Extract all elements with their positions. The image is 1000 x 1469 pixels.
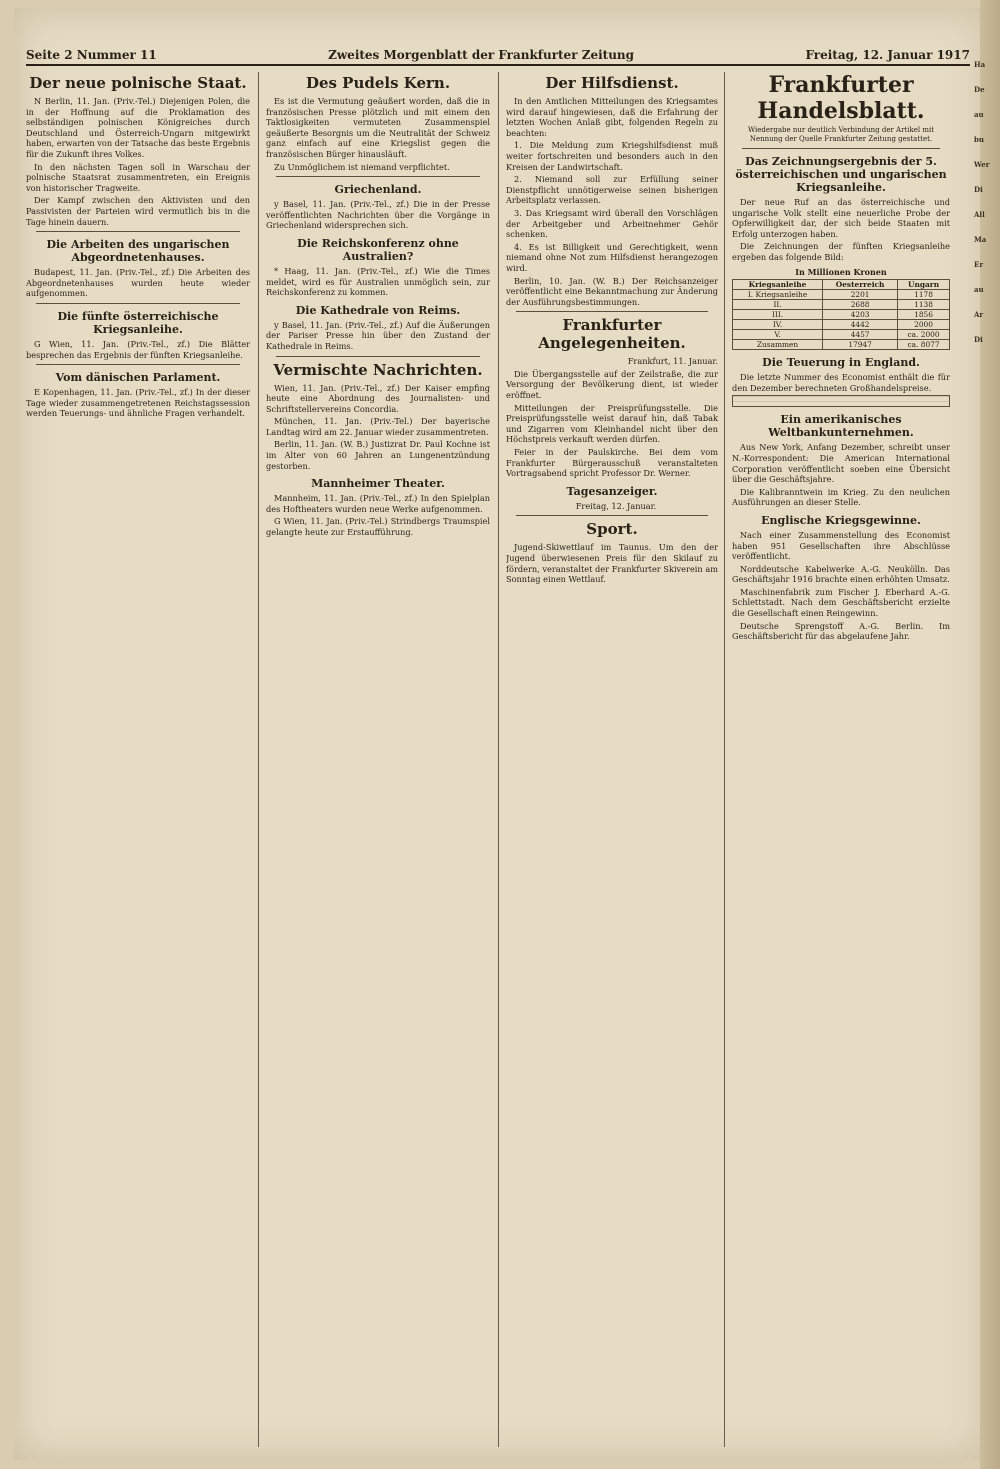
table-row: [733, 330, 950, 340]
table-row: [733, 310, 950, 320]
article-paragraph: Jugend-Skiwettlauf im Taunus. Um den der Jugend überwiesenen Preis für den Skilauf zu fördern, veranstaltet der Frankfurter Skiverein am Sonntag einen Wettlauf.: [506, 542, 718, 585]
article-title-reichskonferenz: Die Reichskonferenz ohne Australien?: [297, 236, 459, 263]
divider: [276, 176, 480, 177]
table-cell: V.: [733, 330, 823, 340]
article-paragraph: 2. Niemand soll zur Erfüllung seiner Dienstpflicht unnötigerweise seinen bisherigen Arbeitsplatz verlassen.: [506, 174, 718, 206]
divider: [36, 364, 240, 365]
table-cell: 2688: [823, 300, 898, 310]
edge-fragment: Ar: [974, 310, 984, 319]
article-paragraph: Berlin, 10. Jan. (W. B.) Der Reichsanzeiger veröffentlicht eine Bekanntmachung zur Änderung der Ausführungsbestimmungen.: [506, 275, 718, 307]
table-cell: 2000: [898, 320, 950, 330]
table-cell: 2201: [823, 290, 898, 300]
article-paragraph: Deutsche Sprengstoff A.-G. Berlin. Im Geschäftsbericht für das abgelaufene Jahr.: [732, 620, 950, 642]
article-paragraph: 1. Die Meldung zum Kriegshilfsdienst muß weiter fortschreiten und besonders auch in den Kreisen der Landwirtschaft.: [506, 140, 718, 172]
article-paragraph: E Kopenhagen, 11. Jan. (Priv.-Tel., zf.) In der dieser Tage wieder zusammengetretenen Reichstagssession werden Teuerungs- und ähnliche Fragen verhandelt.: [26, 387, 250, 419]
divider: [742, 148, 940, 149]
table-row: [733, 290, 950, 300]
article-title-mixed-news: Vermischte Nachrichten.: [273, 360, 483, 379]
article-paragraph: Die Kalibranntwein im Krieg. Zu den neulichen Ausführungen an dieser Stelle.: [732, 486, 950, 508]
edge-fragment: Er: [974, 260, 984, 269]
price-index-table: [732, 395, 950, 407]
divider: [36, 303, 240, 304]
article-paragraph: Der neue Ruf an das österreichische und ungarische Volk stellt eine neuerliche Probe der Opferwilligkeit dar, der sich beide Staaten mit Erfolg unterzogen haben.: [732, 197, 950, 239]
table-cell: I. Kriegsanleihe: [733, 290, 823, 300]
edge-fragment: au: [974, 110, 984, 119]
table-row: [733, 300, 950, 310]
table-cell: 4442: [823, 320, 898, 330]
handelsblatt-subtitle: Wiedergabe nur deutlich Verbindung der Artikel mit Nennung der Quelle Frankfurter Zeitung gestattet.: [747, 126, 935, 143]
table-row-total: [733, 340, 950, 350]
article-title-hilfsdienst: Der Hilfsdienst.: [545, 74, 679, 92]
section-title-tagesanzeiger: Tagesanzeiger.: [566, 484, 658, 498]
article-dateline: Freitag, 12. Januar.: [575, 500, 657, 511]
article-paragraph: Mitteilungen der Preisprüfungsstelle. Die Preisprüfungsstelle weist darauf hin, daß Tabak und Zigarren vom Kleinhandel nicht über den Höchstpreis verkauft werden dürfen.: [506, 402, 718, 445]
article-paragraph: Der Kampf zwischen den Aktivisten und den Passivisten der Parteien wird vermutlich bis in die Tage hinein dauern.: [26, 195, 250, 227]
article-title-frankfurt-affairs: Frankfurter Angelegenheiten.: [538, 316, 686, 353]
column-4: [732, 72, 950, 1447]
header-rule: [26, 64, 970, 66]
article-paragraph: In den nächsten Tagen soll in Warschau der polnische Staatsrat zusammentreten, ein Ereignis von historischer Tragweite.: [26, 161, 250, 193]
column-separator: [724, 72, 725, 1447]
column-3: [506, 72, 718, 1447]
article-paragraph: N Berlin, 11. Jan. (Priv.-Tel.) Diejenigen Polen, die in der Hoffnung auf die Proklamation des selbständigen polnischen Königreiches durch Deutschland und Österreich-Ungarn mitgewirkt haben, erwarten von der Tatsache das beste Ergebnis für die Zukunft ihres Volkes.: [26, 96, 250, 159]
article-paragraph: Die Übergangsstelle auf der Zeilstraße, die zur Versorgung der Bevölkerung dient, ist wieder eröffnet.: [506, 368, 718, 401]
article-paragraph: Budapest, 11. Jan. (Priv.-Tel., zf.) Die Arbeiten des Abgeordnetenhauses wurden heute wieder aufgenommen.: [26, 267, 250, 299]
article-paragraph: G Wien, 11. Jan. (Priv.-Tel., zf.) Die Blätter besprechen das Ergebnis der fünften Kriegsanleihe.: [26, 338, 250, 360]
adjacent-page-strip: [972, 60, 1000, 1439]
article-title-reims: Die Kathedrale von Reims.: [295, 303, 461, 317]
table-cell: 1138: [898, 300, 950, 310]
edge-fragment: Ma: [974, 235, 987, 244]
edge-fragment: Ha: [974, 60, 986, 69]
table-header-cell: Oesterreich: [823, 280, 898, 290]
edge-fragment: Wer: [974, 160, 990, 169]
article-paragraph: Norddeutsche Kabelwerke A.-G. Neukölln. Das Geschäftsjahr 1916 brachte einen erhöhten Umsatz.: [732, 563, 950, 585]
edge-fragment: au: [974, 285, 984, 294]
table-caption: In Millionen Kronen: [795, 266, 887, 277]
article-title-war-loan-result: Das Zeichnungsergebnis der 5. österreichischen und ungarischen Kriegsanleihe.: [735, 155, 947, 194]
table-header-cell: Kriegsanleihe: [733, 280, 823, 290]
article-paragraph: Berlin, 11. Jan. (W. B.) Justizrat Dr. Paul Kochne ist im Alter von 60 Jahren an Lungenentzündung gestorben.: [266, 439, 490, 471]
article-title-greece: Griechenland.: [334, 183, 422, 197]
edge-fragment: Di: [974, 335, 983, 344]
article-dateline: Frankfurt, 11. Januar.: [627, 356, 718, 367]
divider: [36, 231, 240, 232]
table-header-row: [733, 280, 950, 290]
article-paragraph: Wien, 11. Jan. (Priv.-Tel., zf.) Der Kaiser empfing heute eine Abordnung des Journalisten- und Schriftstellervereins Concordia.: [266, 382, 490, 414]
edge-fragment: All: [974, 210, 985, 219]
article-title-hungarian-parliament: Die Arbeiten des ungarischen Abgeordnetenhauses.: [46, 238, 230, 265]
article-paragraph: y Basel, 11. Jan. (Priv.-Tel., zf.) Auf die Äußerungen der Pariser Presse hin über den Zustand der Kathedrale in Reims.: [266, 319, 490, 351]
divider: [516, 515, 708, 516]
header-date: Freitag, 12. Januar 1917: [805, 48, 970, 62]
article-paragraph: G Wien, 11. Jan. (Priv.-Tel.) Strindbergs Traumspiel gelangte heute zur Erstaufführung.: [266, 516, 490, 538]
table-cell: Zusammen: [733, 340, 823, 350]
article-paragraph: y Basel, 11. Jan. (Priv.-Tel., zf.) Die in der Presse veröffentlichten Nachrichten über die Vorgänge in Griechenland widersprechen sich.: [266, 199, 490, 231]
article-paragraph: Feier in der Paulskirche. Bei dem vom Frankfurter Bürgerausschuß veranstalteten Vortragsabend spricht Professor Dr. Werner.: [506, 447, 718, 479]
edge-fragment: Di: [974, 185, 983, 194]
table-cell: IV.: [733, 320, 823, 330]
divider: [276, 356, 480, 357]
table-row: [733, 320, 950, 330]
article-paragraph: Die letzte Nummer des Economist enthält die für den Dezember berechneten Großhandelspreise.: [732, 372, 950, 393]
article-paragraph: 4. Es ist Billigkeit und Gerechtigkeit, wenn niemand ohne Not zum Hilfsdienst herangezogen wird.: [506, 241, 718, 273]
column-separator: [258, 72, 259, 1447]
article-paragraph: Es ist die Vermutung geäußert worden, daß die in französischen Presse plötzlich und mit einem den Taktlosigkeiten vermuteten Zusammenspiel geäußerte Besorgnis um die Neutralität der Schweiz ganz einfach auf eine Kriegslist gegen die französischen Bürger hinausläuft.: [266, 96, 490, 159]
divider: [516, 311, 708, 312]
war-loan-table: [732, 279, 950, 350]
article-paragraph: München, 11. Jan. (Priv.-Tel.) Der bayerische Landtag wird am 22. Januar wieder zusammentreten.: [266, 416, 490, 437]
article-title-england-prices: Die Teuerung in England.: [762, 356, 920, 370]
article-title-mannheim-theater: Mannheimer Theater.: [311, 477, 445, 491]
article-paragraph: Aus New York, Anfang Dezember, schreibt unser N.-Korrespondent: Die American International Corporation veröffentlicht soeben eine Übersicht über die Geschäftsjahre.: [732, 442, 950, 485]
article-paragraph: Zu Unmöglichem ist niemand verpflichtet.: [274, 161, 450, 172]
article-title-polish-state: Der neue polnische Staat.: [29, 74, 247, 92]
article-title-danish-parliament: Vom dänischen Parlament.: [55, 371, 221, 385]
table-cell: 17947: [823, 340, 898, 350]
column-2: [266, 72, 490, 1447]
edge-fragment: bu: [974, 135, 984, 144]
article-paragraph: Maschinenfabrik zum Fischer J. Eberhard A.-G. Schlettstadt. Nach dem Geschäftsbericht erzielte die Gesellschaft einen Reingewinn.: [732, 586, 950, 619]
table-cell: ca. 8077: [898, 340, 950, 350]
edge-fragment: De: [974, 85, 985, 94]
article-paragraph: Nach einer Zusammenstellung des Economist haben 951 Gesellschaften ihre Abschlüsse veröffentlicht.: [732, 529, 950, 562]
article-paragraph: In den Amtlichen Mitteilungen des Kriegsamtes wird darauf hingewiesen, daß die Erfahrung der letzten Wochen Anlaß gibt, folgenden Regeln zu beachten:: [506, 96, 718, 138]
table-cell: II.: [733, 300, 823, 310]
article-title-american-bank: Ein amerikanisches Weltbankunternehmen.: [768, 413, 914, 440]
handelsblatt-masthead: Frankfurter Handelsblatt.: [757, 72, 925, 124]
table-cell: 4203: [823, 310, 898, 320]
table-header-cell: Ungarn: [898, 280, 950, 290]
page-header: [26, 40, 970, 62]
article-title-english-war-profits: Englische Kriegsgewinne.: [761, 513, 921, 527]
header-page-number: Seite 2 Nummer 11: [26, 48, 157, 62]
column-separator: [498, 72, 499, 1447]
section-title-sport: Sport.: [586, 520, 638, 539]
column-1: [26, 72, 250, 1447]
table-cell: III.: [733, 310, 823, 320]
table-cell: 4457: [823, 330, 898, 340]
article-title-war-loan: Die fünfte österreichische Kriegsanleihe.: [57, 309, 219, 336]
table-cell: 1178: [898, 290, 950, 300]
article-paragraph: Mannheim, 11. Jan. (Priv.-Tel., zf.) In den Spielplan des Hoftheaters wurden neue Werke aufgenommen.: [266, 493, 490, 514]
table-cell: 1856: [898, 310, 950, 320]
article-paragraph: Die Zeichnungen der fünften Kriegsanleihe ergeben das folgende Bild:: [732, 241, 950, 262]
header-paper-name: Zweites Morgenblatt der Frankfurter Zeitung: [328, 48, 635, 62]
article-paragraph: * Haag, 11. Jan. (Priv.-Tel., zf.) Wie die Times meldet, wird es für Australien unmöglich sein, zur Reichskonferenz zu kommen.: [266, 265, 490, 298]
article-title-pudels-kern: Des Pudels Kern.: [305, 74, 451, 92]
table-cell: ca. 2000: [898, 330, 950, 340]
article-paragraph: 3. Das Kriegsamt wird überall den Vorschlägen der Arbeitgeber und Arbeitnehmer Gehör schenken.: [506, 207, 718, 240]
